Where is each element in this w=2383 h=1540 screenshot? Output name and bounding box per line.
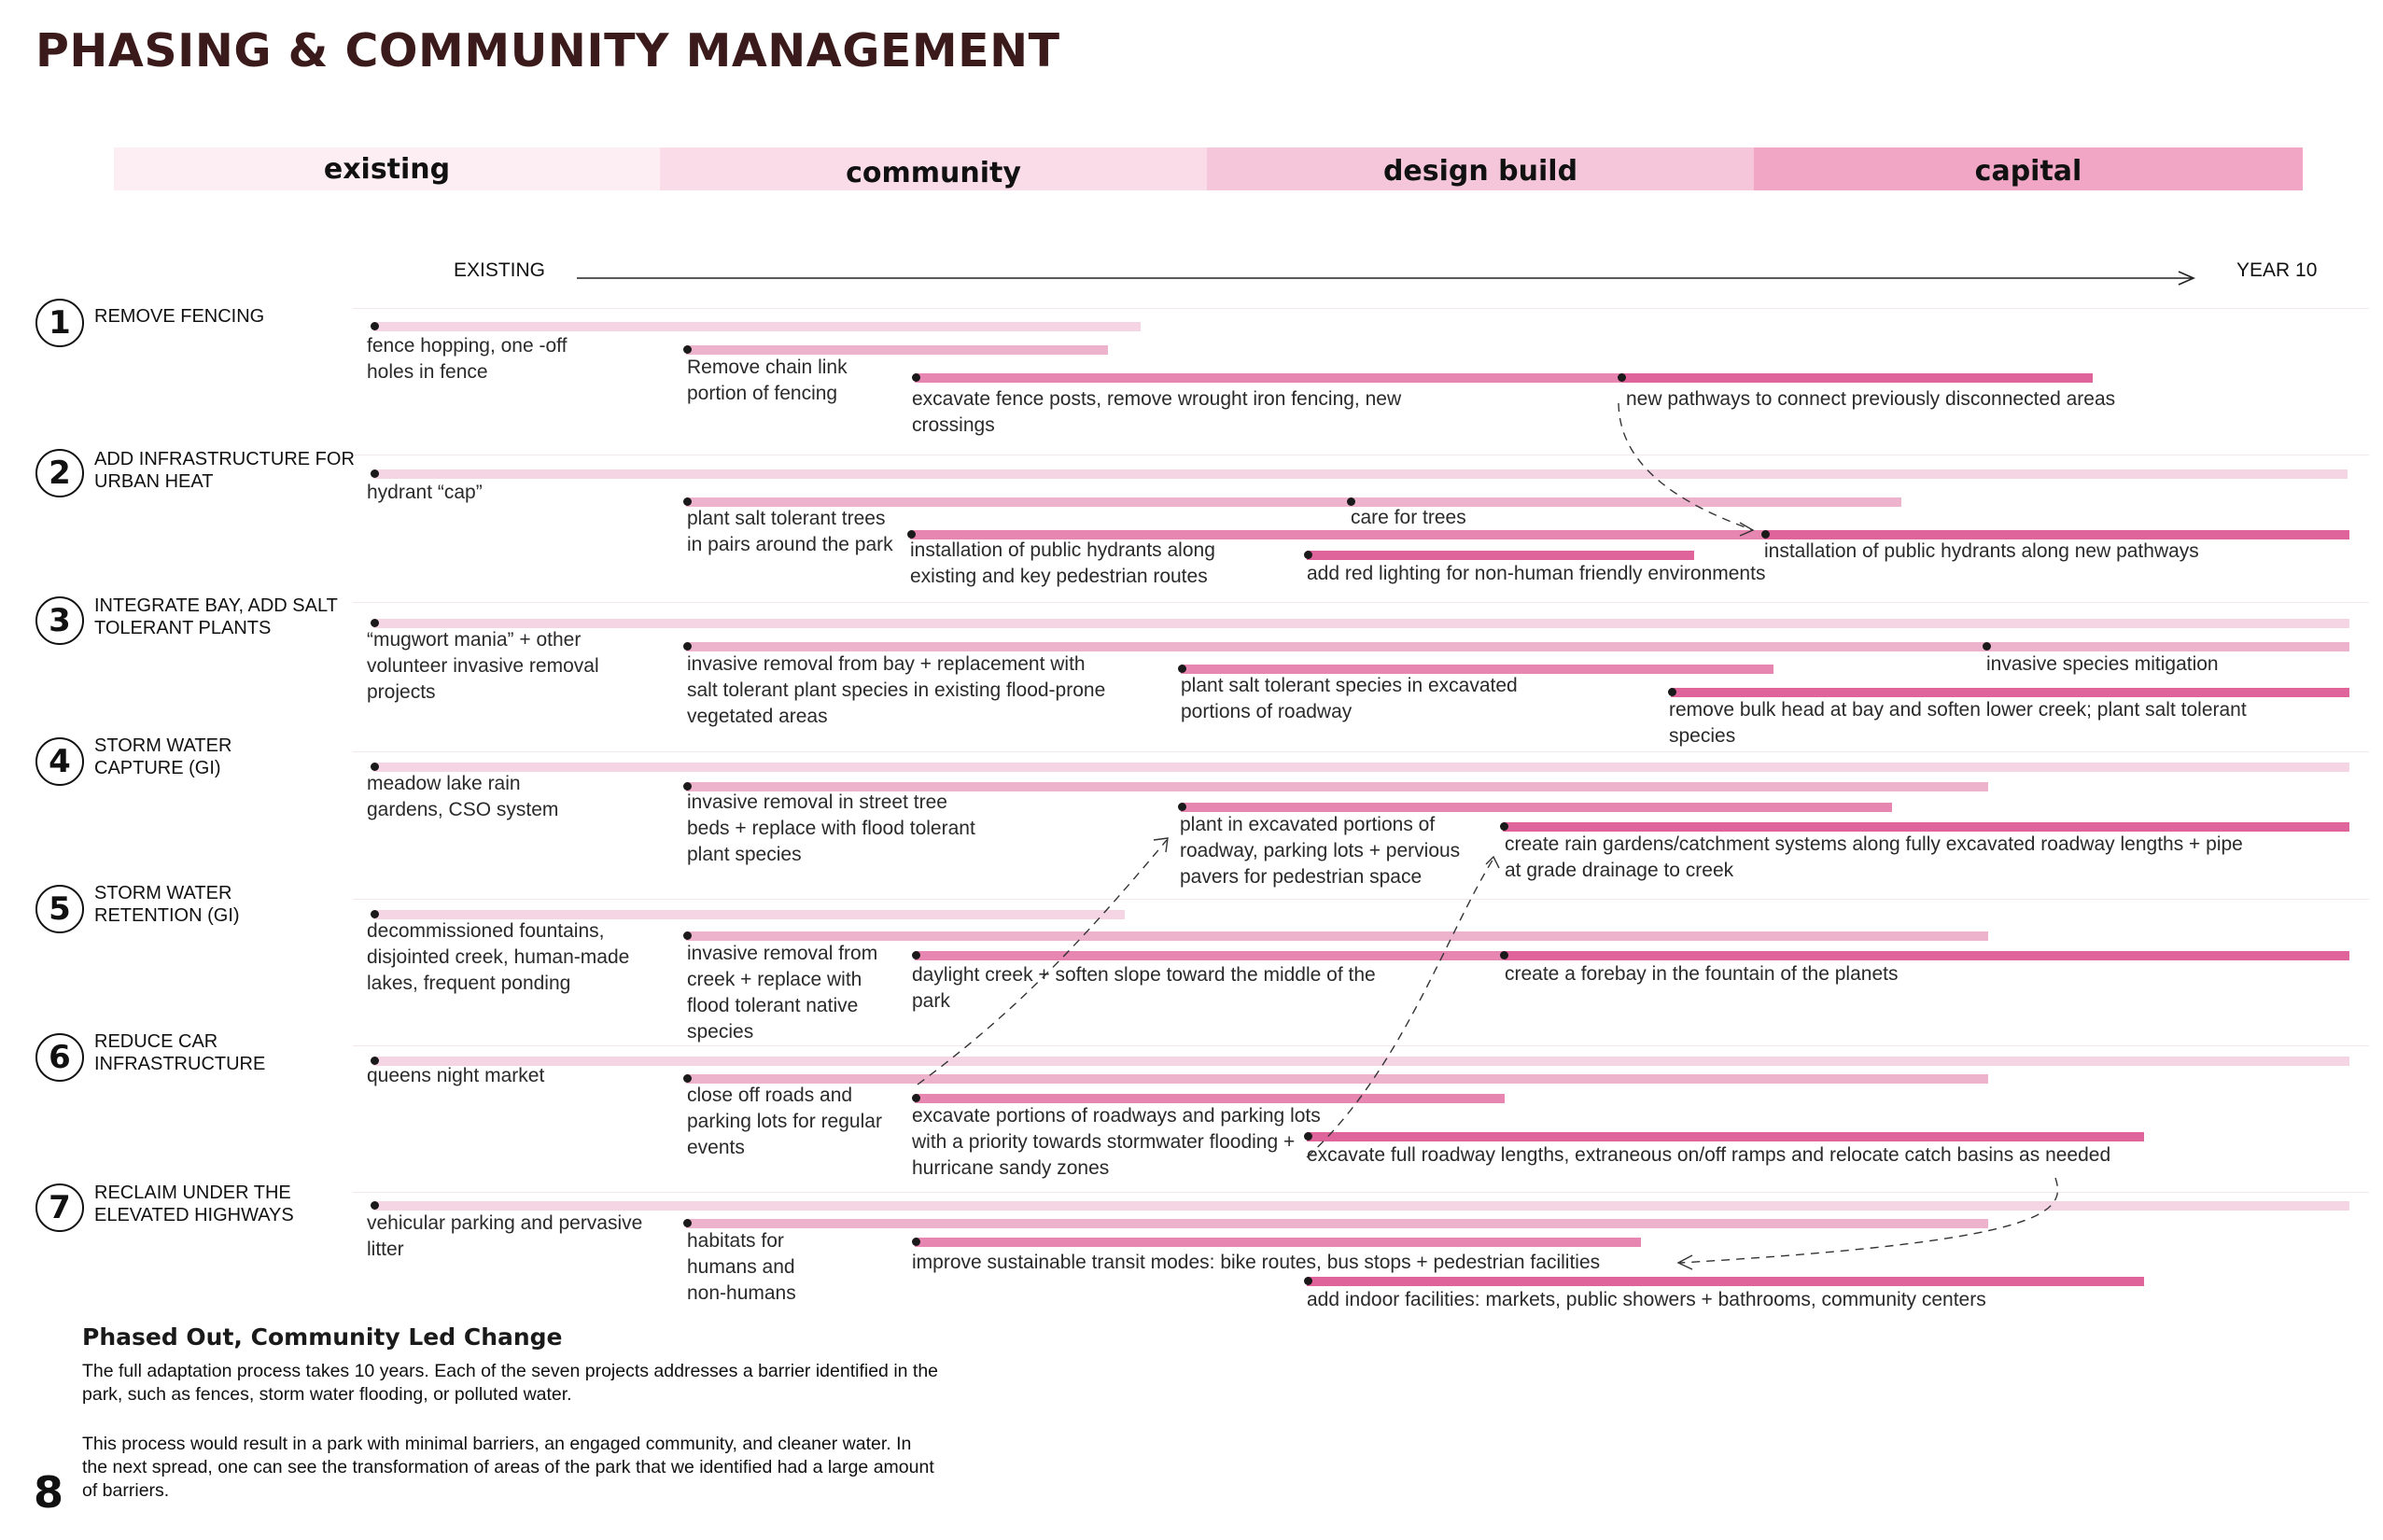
item-label: create rain gardens/catchment systems along fully excavated roadway lengths + pipe at grade drainage to creek <box>1505 833 2243 881</box>
item-label: installation of public hydrants along new pathways <box>1764 540 2199 562</box>
item-label: daylight creek + soften slope toward the middle of the park <box>912 964 1376 1012</box>
item-label: new pathways to connect previously disconnected areas <box>1626 388 2116 410</box>
summary-title: Phased Out, Community Led Change <box>82 1323 563 1351</box>
project-number-2: 2 <box>35 449 84 497</box>
item-label: “mugwort mania” + other volunteer invasive removal projects <box>367 629 599 703</box>
project-number-1: 1 <box>35 299 84 347</box>
timeline-start-label: EXISTING <box>454 259 546 281</box>
project-number-7: 7 <box>35 1183 84 1232</box>
project-title-4: STORM WATER CAPTURE (GI) <box>94 735 232 778</box>
item-label: invasive removal in street tree beds + replace with flood tolerant plant species <box>687 791 975 865</box>
item-label: plant in excavated portions of roadway, parking lots + pervious pavers for pedestrian space <box>1180 814 1461 888</box>
project-title-3: INTEGRATE BAY, ADD SALT TOLERANT PLANTS <box>94 595 338 638</box>
item-label: hydrant “cap” <box>367 482 483 503</box>
item-label: care for trees <box>1351 507 1466 528</box>
project-number-6: 6 <box>35 1033 84 1082</box>
item-label: Remove chain link portion of fencing <box>687 357 848 404</box>
phase-existing: existing <box>114 147 660 190</box>
timeline-end-label: YEAR 10 <box>2236 259 2318 281</box>
item-label: vehicular parking and pervasive litter <box>367 1212 643 1260</box>
item-label: excavate fence posts, remove wrought iron fencing, new crossings <box>912 388 1402 436</box>
item-label: invasive removal from creek + replace with flood tolerant native species <box>687 943 878 1043</box>
item-label: excavate full roadway lengths, extraneous on/off ramps and relocate catch basins as needed <box>1307 1144 2111 1166</box>
phase-capital: capital <box>1754 147 2303 190</box>
item-label: plant salt tolerant trees in pairs around the park <box>687 508 893 555</box>
project-number-4: 4 <box>35 737 84 786</box>
item-label: remove bulk head at bay and soften lower creek; plant salt tolerant species <box>1669 699 2247 747</box>
item-label: fence hopping, one -off holes in fence <box>367 335 568 383</box>
page-number: 8 <box>34 1467 64 1518</box>
item-label: meadow lake rain gardens, CSO system <box>367 773 559 820</box>
item-label: close off roads and parking lots for regular events <box>687 1085 882 1158</box>
item-label: create a forebay in the fountain of the planets <box>1505 963 1899 985</box>
project-number-3: 3 <box>35 596 84 645</box>
item-label: plant salt tolerant species in excavated portions of roadway <box>1181 675 1518 722</box>
item-label: excavate portions of roadways and parking lots with a priority towards stormwater flooding + hurricane sandy zones <box>912 1105 1321 1179</box>
project-title-6: REDUCE CAR INFRASTRUCTURE <box>94 1031 266 1074</box>
project-title-2: ADD INFRASTRUCTURE FOR URBAN HEAT <box>94 449 355 492</box>
item-label: invasive removal from bay + replacement with salt tolerant plant species in existing flood-prone vegetated areas <box>687 653 1106 727</box>
item-label: improve sustainable transit modes: bike routes, bus stops + pedestrian facilities <box>912 1252 1601 1273</box>
item-label: add indoor facilities: markets, public showers + bathrooms, community centers <box>1307 1289 1986 1310</box>
item-label: queens night market <box>367 1065 545 1086</box>
item-label: decommissioned fountains, disjointed creek, human-made lakes, frequent ponding <box>367 920 630 994</box>
project-title-5: STORM WATER RETENTION (GI) <box>94 883 240 926</box>
project-title-1: REMOVE FENCING <box>94 306 265 327</box>
project-title-7: RECLAIM UNDER THE ELEVATED HIGHWAYS <box>94 1183 294 1225</box>
project-number-5: 5 <box>35 885 84 933</box>
item-label: habitats for humans and non-humans <box>687 1230 796 1304</box>
phase-design-build: design build <box>1207 147 1754 190</box>
item-label: installation of public hydrants along existing and key pedestrian routes <box>910 539 1215 587</box>
summary-paragraph-1: The full adaptation process takes 10 years. Each of the seven projects addresses a barrier identified in the park, such as fences, storm water flooding, or polluted water. <box>82 1361 939 1405</box>
page-title: PHASING & COMMUNITY MANAGEMENT <box>35 24 1060 77</box>
item-label: add red lighting for non-human friendly environments <box>1307 563 1766 584</box>
phase-community: community <box>660 147 1207 190</box>
item-label: invasive species mitigation <box>1986 653 2219 675</box>
summary-paragraph-2: This process would result in a park with minimal barriers, an engaged community, and cleaner water. In the next spread, one can see the transformation of areas of the park that we identified had a large amount of barriers. <box>82 1434 934 1501</box>
